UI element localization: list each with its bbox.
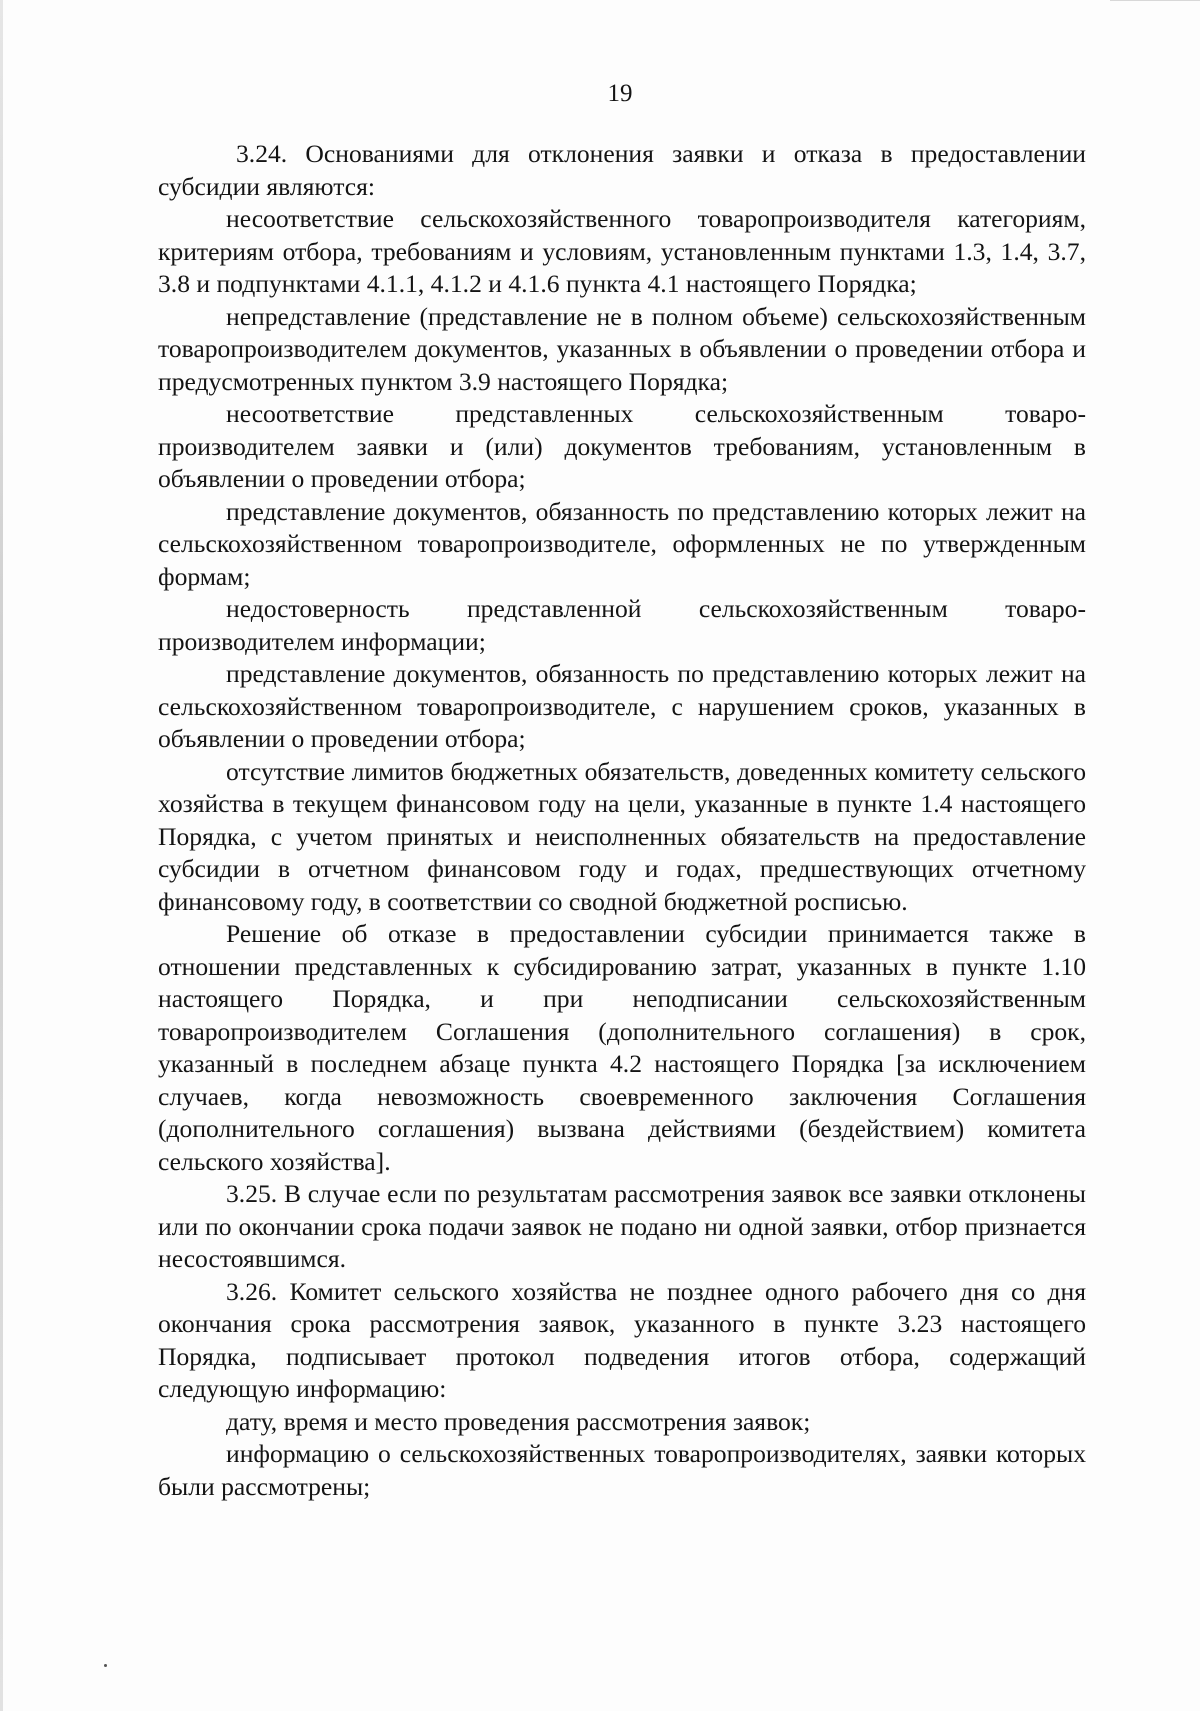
paragraph-protocol-date-place: дату, время и место проведения рассмотрения заявок; [226,1406,811,1436]
paragraph-ground-late-submission: представление документов, обязанность по представлению которых лежит на сельскохозяйственном товаропроизводителе, с нарушением сроков, указанных в объявлении о проведении отбора; [158,659,1086,753]
paragraph-refusal-decision: Решение об отказе в предоставлении субсидии принимается также в отношении представленных к субсидированию затрат, указанных в пункте 1.10 настоящего Порядка, и при неподписании сельскохозяйственным товаропроизводителем Соглашения (дополнительного соглашения) в срок, указанный в последнем абзаце пункта 4.2 настоящего Порядка [за исключением случаев, когда невозможность своевременного заключения Соглашения (дополнительного соглашения) вызвана действиями (бездействием) комитета сельского хозяйства]. [158,919,1086,1176]
scan-speck [104,1664,107,1667]
scan-left-edge [0,0,3,1711]
paragraph-ground-wrong-forms: представление документов, обязанность по представлению которых лежит на сельскохозяйственном товаропроизводителе, оформленных не по утвержденным формам; [158,496,1086,591]
page-number: 19 [607,80,633,107]
paragraph-ground-false-information: недостоверность представленной сельскохозяйственным товаропроизводителем информации; [158,594,1086,656]
paragraph-ground-category-mismatch: несоответствие сельскохозяйственного товаропроизводителя категориям, критериям отбора, требованиям и условиям, установленным пунктами 1.3, 1.4, 3.7, 3.8 и подпунктами 4.1.1, 4.1.2 и 4.1.6 пункта 4.1 настоящего Порядка; [158,204,1086,298]
paragraph-3-26: 3.26. Комитет сельского хозяйства не позднее одного рабочего дня со дня окончания срока рассмотрения заявок, указанного в пункте 3.23 настоящего Порядка, подписывает протокол подведения итогов отбора, содержащий следующую информацию: [158,1276,1086,1403]
paragraph-3-24-intro: 3.24. Основаниями для отклонения заявки и отказа в предоставлении субсидии являются: [158,139,1086,201]
paragraph-ground-missing-documents: непредставление (представление не в полном объеме) сельскохозяйственным товаропроизводителем документов, указанных в объявлении о проведении отбора и предусмотренных пунктом 3.9 настоящего Порядка; [158,301,1086,396]
paragraph-ground-document-mismatch: несоответствие представленных сельскохозяйственным товаропроизводителем заявки и (или) документов требованиям, установленным в объявлении о проведении отбора; [158,399,1086,493]
scan-top-edge [1110,0,1200,1]
paragraph-ground-no-budget-limits: отсутствие лимитов бюджетных обязательств, доведенных комитету сельского хозяйства в текущем финансовом году на цели, указанные в пункте 1.4 настоящего Порядка, с учетом принятых и неисполненных обязательств на предоставление субсидии в отчетном финансовом году и годах, предшествующих отчетному финансовому году, в соответствии со сводной бюджетной росписью. [158,756,1086,916]
paragraph-protocol-applicants: информацию о сельскохозяйственных товаропроизводителях, заявки которых были рассмотрены; [158,1439,1086,1501]
paragraph-3-25: 3.25. В случае если по результатам рассмотрения заявок все заявки отклонены или по окончании срока подачи заявок не подано ни одной заявки, отбор признается несостоявшимся. [158,1179,1086,1273]
document-body [158,138,1086,1503]
